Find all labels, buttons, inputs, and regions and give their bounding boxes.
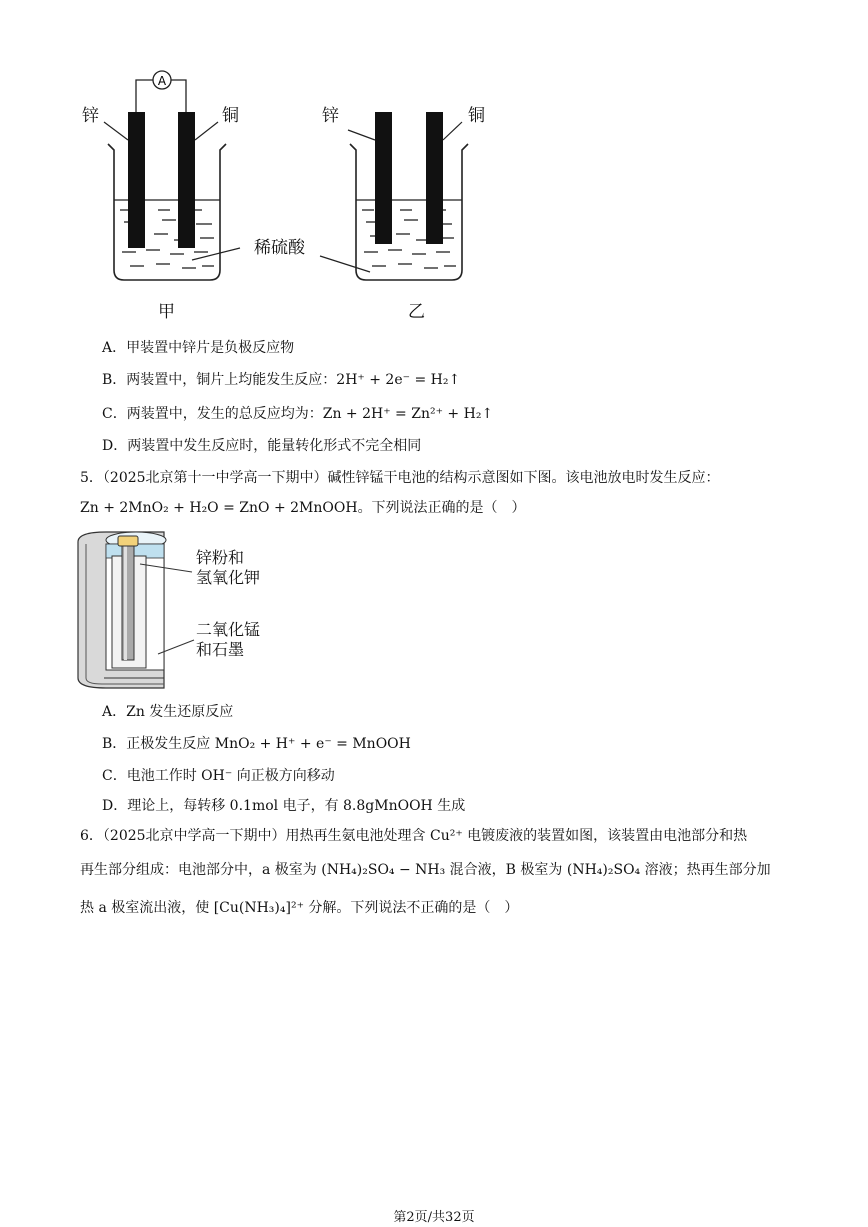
q4-option-a: A．甲装置中锌片是负极反应物 — [102, 340, 295, 356]
page-footer: 第2页/共32页 — [393, 1210, 475, 1225]
q4-option-d: D．两装置中发生反应时，能量转化形式不完全相同 — [102, 438, 422, 454]
q6-line-3: 热 a 极室流出液，使 [Cu(NH₃)₄]²⁺ 分解。下列说法不正确的是（ ） — [80, 900, 519, 916]
yi-zinc-label: 锌 — [322, 106, 339, 126]
acid-label: 稀硫酸 — [254, 238, 305, 258]
q4-option-b — [102, 370, 460, 390]
q5-equation: Zn + 2MnO₂ + H₂O = ZnO + 2MnOOH — [80, 500, 358, 516]
ammeter-label: A — [157, 74, 167, 88]
q5-stem-tail: 。下列说法正确的是（ ） — [357, 500, 526, 516]
beaker-yi — [320, 112, 468, 280]
q5-option-a: A．Zn 发生还原反应 — [102, 704, 234, 720]
q5-stem: 5．（2025北京第十一中学高一下期中）碱性锌锰干电池的结构示意图如下图。该电池放电时发生反应： — [80, 470, 720, 486]
q4-option-b-equation: 2H⁺ + 2e⁻ = H₂↑ — [336, 372, 461, 388]
galvanic-cell-figure — [70, 60, 510, 330]
yi-copper-label: 铜 — [468, 106, 485, 126]
jia-zinc-label: 锌 — [82, 106, 99, 126]
dry-cell-label-cathode: 二氧化锰 和石墨 — [196, 620, 261, 659]
q4-option-c — [102, 404, 493, 424]
q5-option-d: D．理论上，每转移 0.1mol 电子，有 8.8gMnOOH 生成 — [102, 798, 466, 814]
q5-option-b: B．正极发生反应 MnO₂ + H⁺ + e⁻ = MnOOH — [102, 736, 411, 752]
q4-option-b-text: B．两装置中，铜片上均能发生反应： — [102, 372, 337, 388]
dry-cell-label-anode: 锌粉和 氢氧化钾 — [196, 548, 261, 587]
q5-equation-line — [80, 498, 526, 518]
q5-option-c: C．电池工作时 OH⁻ 向正极方向移动 — [102, 768, 335, 784]
q4-option-c-equation: Zn + 2H⁺ = Zn²⁺ + H₂↑ — [322, 406, 494, 422]
jia-copper-label: 铜 — [222, 106, 239, 126]
q6-line-2: 再生部分组成：电池部分中，a 极室为 (NH₄)₂SO₄ − NH₃ 混合液，B 极室为 (NH₄)₂SO₄ 溶液；热再生部分加 — [80, 862, 771, 878]
caption-jia: 甲 — [158, 302, 175, 322]
beaker-jia — [104, 71, 240, 280]
caption-yi: 乙 — [408, 302, 425, 322]
q6-line-1: 6．（2025北京中学高一下期中）用热再生氨电池处理含 Cu²⁺ 电镀废液的装置如图，该装置由电池部分和热 — [80, 828, 748, 844]
q4-option-c-text: C．两装置中，发生的总反应均为： — [102, 406, 323, 422]
